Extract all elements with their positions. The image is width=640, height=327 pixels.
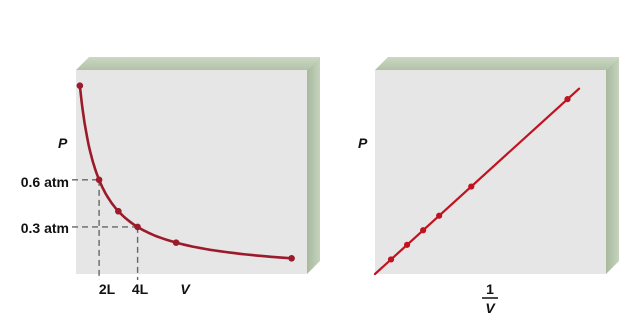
right-data-point bbox=[420, 227, 426, 233]
right-y-axis-label: P bbox=[358, 135, 368, 151]
left-panel-side bbox=[307, 57, 320, 274]
right-data-point bbox=[436, 213, 442, 219]
right-data-point bbox=[564, 96, 570, 102]
x-tick-label-2L: 2L bbox=[98, 281, 116, 297]
right-panel-side bbox=[606, 57, 619, 274]
y-tick-label-0.6-atm: 0.6 atm bbox=[20, 174, 69, 190]
x-tick-label-4L: 4L bbox=[131, 281, 149, 297]
right-chart bbox=[358, 57, 619, 316]
left-panel-top bbox=[76, 57, 320, 70]
left-y-axis-label: P bbox=[58, 135, 68, 151]
right-data-point bbox=[388, 256, 394, 262]
y-tick-label-0.3-atm: 0.3 atm bbox=[20, 220, 69, 236]
left-data-point bbox=[288, 255, 295, 262]
left-x-axis-label: V bbox=[180, 281, 190, 297]
right-data-point bbox=[404, 242, 410, 248]
left-plot-area bbox=[76, 70, 307, 274]
left-data-point bbox=[77, 82, 84, 89]
left-data-point bbox=[173, 239, 180, 246]
left-chart bbox=[21, 57, 320, 297]
left-data-point bbox=[134, 224, 141, 231]
right-x-axis-label-denominator: V bbox=[485, 300, 495, 316]
right-data-point bbox=[468, 183, 474, 189]
right-x-axis-label-numerator: 1 bbox=[486, 281, 494, 297]
left-data-point bbox=[115, 208, 122, 215]
right-panel-top bbox=[375, 57, 619, 70]
left-data-point bbox=[96, 177, 103, 184]
